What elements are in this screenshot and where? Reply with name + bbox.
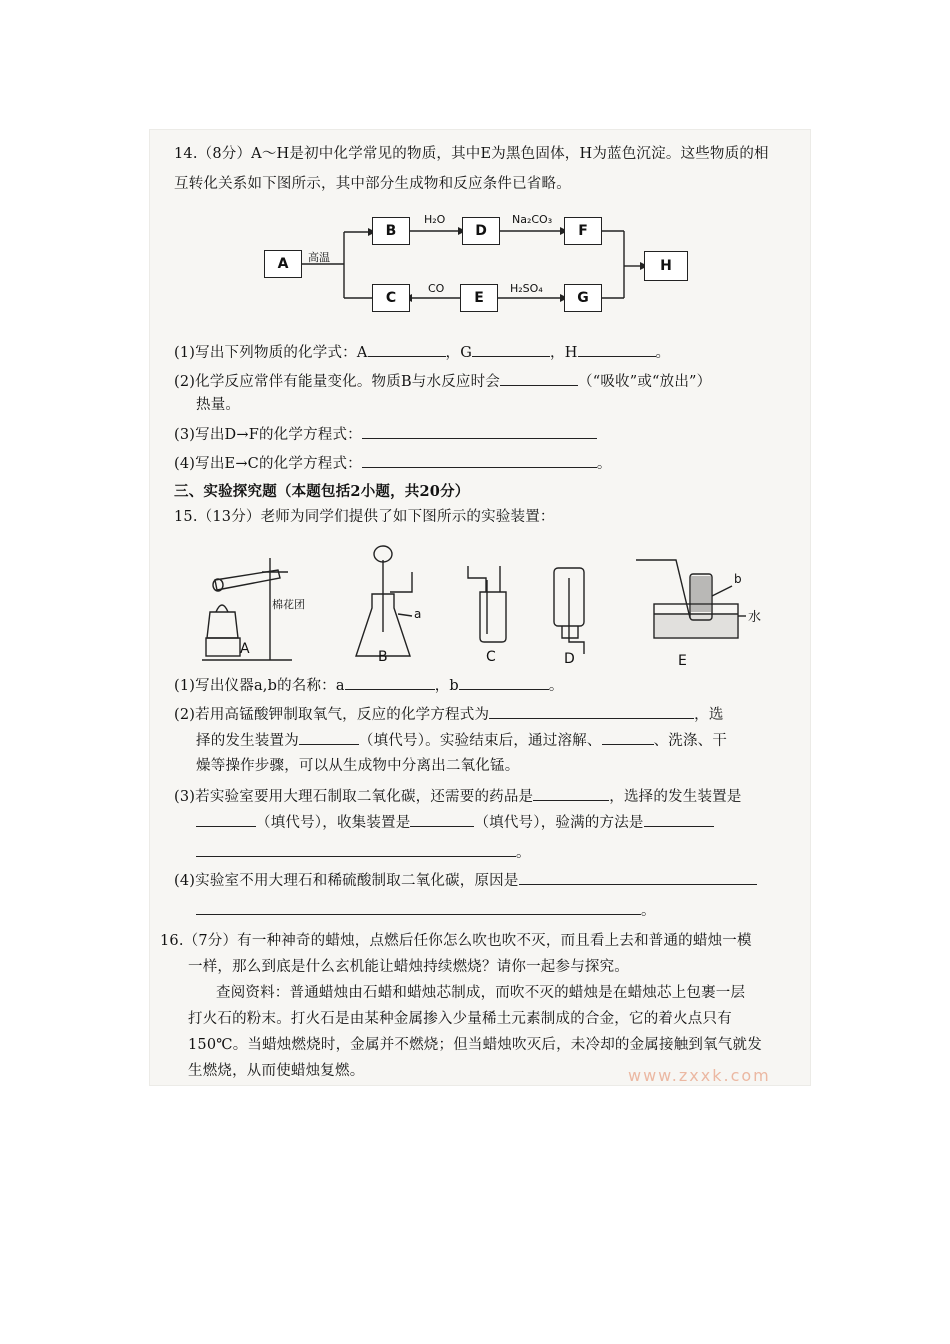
node-a: A <box>264 250 302 278</box>
apparatus-e-label: E <box>678 653 687 669</box>
q15-part4-cont: 。 <box>196 900 656 921</box>
answer-blank-h[interactable] <box>578 342 656 357</box>
watermark: www.zxxk.com <box>628 1066 771 1085</box>
q16-line6: 生燃烧，从而使蜡烛复燃。 <box>188 1063 365 1079</box>
answer-blank-energy[interactable] <box>500 371 578 386</box>
q16-line5: 150℃。当蜡烛燃烧时，金属并不燃烧；但当蜡烛吹灭后，未冷却的金属接触到氧气就发 <box>188 1037 762 1053</box>
q15-part3-cont2: 。 <box>196 842 531 863</box>
apparatus-a-label: A <box>240 641 250 657</box>
answer-blank-full-check[interactable] <box>644 812 714 827</box>
edge-label-h2o: H₂O <box>424 213 446 226</box>
edge-label-na2co3: Na₂CO₃ <box>512 213 553 226</box>
q15-part3: (3)若实验室要用大理石制取二氧化碳，还需要的药品是 ，选择的发生装置是 <box>174 786 742 807</box>
q16-line2: 一样，那么到底是什么玄机能让蜡烛持续燃烧？请你一起参与探究。 <box>188 959 629 975</box>
edge-label-co: CO <box>428 282 445 295</box>
q15-title: 15.（13分）老师为同学们提供了如下图所示的实验装置： <box>174 509 555 525</box>
q15-part4: (4)实验室不用大理石和稀硫酸制取二氧化碳，原因是 <box>174 870 757 891</box>
apparatus-c-label: C <box>486 649 496 665</box>
answer-blank-kmno4-equation[interactable] <box>489 704 694 719</box>
q15-part3-cont: （填代号），收集装置是 （填代号），验满的方法是 <box>196 812 714 833</box>
label-b: b <box>734 572 742 586</box>
label-a: a <box>414 607 422 621</box>
answer-blank-instrument-a[interactable] <box>345 675 435 690</box>
apparatus-d-label: D <box>564 651 575 667</box>
answer-blank-reason[interactable] <box>519 870 757 885</box>
node-b: B <box>372 217 410 245</box>
answer-blank-o2-apparatus[interactable] <box>299 730 359 745</box>
q14-part3: (3)写出D→F的化学方程式： <box>174 424 597 445</box>
answer-blank-e-to-c[interactable] <box>362 453 597 468</box>
answer-blank-reason-cont[interactable] <box>196 900 641 915</box>
label-water: 水 <box>748 610 762 625</box>
q15-part1: (1)写出仪器a,b的名称：a ，b 。 <box>174 675 564 696</box>
node-e: E <box>460 284 498 312</box>
q16-line4: 打火石的粉末。打火石是由某种金属掺入少量稀土元素制成的合金，它的着火点只有 <box>188 1011 732 1027</box>
q16-line1: 16.（7分）有一种神奇的蜡烛，点燃后任你怎么吹也吹不灭，而且看上去和普通的蜡烛一模 <box>160 933 752 949</box>
q15-part2-cont2: 燥等操作步骤，可以从生成物中分离出二氧化锰。 <box>196 758 520 774</box>
answer-blank-g[interactable] <box>472 342 550 357</box>
answer-blank-separation-step[interactable] <box>602 730 654 745</box>
answer-blank-collection[interactable] <box>410 812 474 827</box>
answer-blank-reagent[interactable] <box>533 786 609 801</box>
label-cotton: 棉花团 <box>272 598 305 611</box>
edge-label-h2so4: H₂SO₄ <box>510 282 543 295</box>
answer-blank-d-to-f[interactable] <box>362 424 597 439</box>
q14-part2: (2)化学反应常伴有能量变化。物质B与水反应时会 （“吸收”或“放出”） <box>174 371 711 392</box>
q14-part2-cont: 热量。 <box>196 397 241 413</box>
apparatus-b-label: B <box>378 649 388 665</box>
edge-label-gaowen: 高温 <box>308 251 330 264</box>
q16-line3: 查阅资料：普通蜡烛由石蜡和蜡烛芯制成，而吹不灭的蜡烛是在蜡烛芯上包裹一层 <box>216 985 746 1001</box>
node-f: F <box>564 217 602 245</box>
q15-part2: (2)若用高锰酸钾制取氧气，反应的化学方程式为 ，选 <box>174 704 724 725</box>
q14-part4: (4)写出E→C的化学方程式： 。 <box>174 453 612 474</box>
node-g: G <box>564 284 602 312</box>
q14-line2: 互转化关系如下图所示，其中部分生成物和反应条件已省略。 <box>174 176 571 192</box>
q14-line1: 14.（8分）A～H是初中化学常见的物质，其中E为黑色固体，H为蓝色沉淀。这些物质的相 <box>174 146 769 162</box>
apparatus-figure <box>0 530 950 670</box>
answer-blank-full-check-cont[interactable] <box>196 842 516 857</box>
node-d: D <box>462 217 500 245</box>
answer-blank-instrument-b[interactable] <box>459 675 549 690</box>
section-heading: 三、实验探究题（本题包括2小题，共20分） <box>174 483 470 500</box>
answer-blank-co2-apparatus[interactable] <box>196 812 256 827</box>
node-c: C <box>372 284 410 312</box>
node-h: H <box>644 251 688 281</box>
answer-blank-a[interactable] <box>368 342 446 357</box>
q14-part1: (1)写出下列物质的化学式：A ，G ，H 。 <box>174 342 670 363</box>
q15-part2-cont: 择的发生装置为 （填代号）。实验结束后，通过溶解、 、洗涤、干 <box>196 730 727 751</box>
